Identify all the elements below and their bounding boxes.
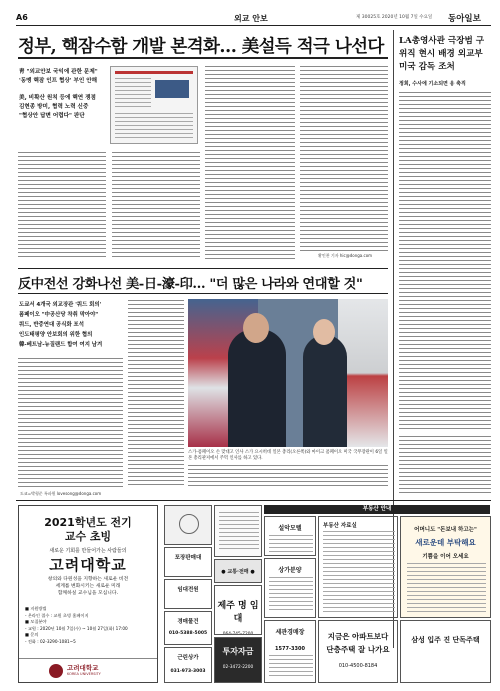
lead-body-col3 bbox=[205, 66, 295, 260]
page-number: A6 bbox=[16, 13, 28, 22]
ad-details bbox=[25, 606, 155, 645]
classified-cell: 제주 명 임대 064-745-7200 bbox=[214, 585, 262, 635]
ad-message-line: 세계를 변화시키는 새로운 미래 bbox=[55, 584, 121, 589]
classified-cell: 포장판매대 bbox=[164, 547, 212, 577]
korea-univ-ad bbox=[18, 505, 158, 683]
photo-caption: 스가-폼페이오 손 맞대고 인사 스가 요시히데 일본 총리(오른쪽)와 마이크 폼페이오 미국 국무장관이 6일 일본 총리관저에서 주먹 인사를 하고 있다. bbox=[188, 450, 388, 461]
main-headline: 反中전선 강화나선 美-日-濠-印… "더 많은 나라와 연대할 것" bbox=[18, 277, 363, 292]
ad-detail: - 온라인 접수 : 교원 초빙 홈페이지 bbox=[25, 612, 89, 618]
ad-school-name: 고려대학교 bbox=[49, 556, 127, 574]
lead-bullets bbox=[19, 68, 109, 121]
sidebar-subhead: 정희, 수사에 기소되면 응 축직 bbox=[399, 81, 466, 87]
classified-cell: 지금은 아파트보다 단층주택 잘 나가요 010-4500-8184 bbox=[318, 620, 398, 683]
page-header bbox=[16, 12, 491, 26]
classified-cell: 임대전원 bbox=[164, 579, 212, 609]
main-body-col2 bbox=[128, 300, 184, 488]
ad-message bbox=[19, 576, 157, 597]
main-byline: 도쿄=박형준 특파원 lovesong@donga.com bbox=[20, 491, 102, 496]
classified-cell: ● 교통·전매 ● bbox=[214, 559, 262, 583]
lead-body-col1 bbox=[18, 152, 106, 260]
lead-rule bbox=[18, 57, 388, 59]
ad-title: 교수 초빙 bbox=[64, 530, 112, 543]
lead-bullet: 김현종 방미, 협력 노력 신중 bbox=[19, 104, 89, 110]
ad-message-line: 창의와 다원성을 지향하는 새로운 비전 bbox=[47, 577, 129, 582]
lead-bullet: '동맹 핵잠 인프 협상' 부인 안해 bbox=[19, 78, 98, 84]
classified-cell bbox=[164, 505, 212, 545]
lead-bullet: 美, 비확산 원칙 등에 핵연 쟁점 bbox=[19, 95, 96, 101]
ad-footer-name: 고려대학교 bbox=[67, 664, 99, 672]
paper-name: 동아일보 bbox=[448, 14, 481, 24]
classified-cell bbox=[214, 505, 262, 557]
main-bullet: 폼페이오 "中공산당 착취 막아야" bbox=[19, 312, 99, 318]
ad-detail: - 전화 : 02-3290-1081~5 bbox=[25, 638, 76, 644]
ad-detail: ■ 지원방법 bbox=[25, 606, 47, 611]
ad-tagline: 새로운 기회를 만들어가는 사람들의 bbox=[49, 548, 127, 554]
section-name: 외교 안보 bbox=[234, 14, 268, 23]
classified-header-label: 부동산 안내 bbox=[362, 506, 392, 512]
main-body-col4 bbox=[188, 465, 388, 488]
main-bullet: 도쿄서 4개국 외교장관 '쿼드 회의' bbox=[19, 302, 102, 308]
infographic-bar bbox=[155, 80, 189, 98]
lead-headline: 정부, 핵잠수함 개발 본격화… 美설득 적극 나선다 bbox=[18, 37, 384, 57]
ad-message-line: 함께하실 교수님을 모십니다. bbox=[57, 591, 119, 596]
classified-cell: 투자자금 02-3472-2200 bbox=[214, 637, 262, 683]
classified-cell: 설악모텔 bbox=[264, 516, 316, 556]
ad-rule bbox=[16, 500, 491, 501]
university-crest-icon bbox=[49, 664, 63, 678]
classified-cell: 근린상가 031-973-3003 bbox=[164, 647, 212, 683]
main-bullets bbox=[19, 300, 119, 350]
classified-cell: 어머니도 "돈보내 하고는" 새로운데 부탁해요 기쁨을 이어 오세요 bbox=[400, 516, 491, 618]
news-photo bbox=[188, 299, 388, 447]
ad-detail: - 교원 : 2020년 10월 7일(수) ~ 10월 27일(화) 17:00 bbox=[25, 625, 128, 631]
sidebar-headline: LA총영사관 극장범 구위직 현시 배경 외교부 미국 감독 조처 bbox=[399, 36, 485, 72]
main-top-rule bbox=[18, 268, 388, 269]
classified-cell: 부동산 자료실 bbox=[318, 516, 398, 618]
classified-header bbox=[264, 505, 490, 514]
lead-body-col4 bbox=[300, 66, 388, 252]
infographic bbox=[110, 66, 198, 144]
ad-detail: ■ 모집분야 bbox=[25, 619, 47, 624]
lead-byline: 황인찬 기자 hic@donga.com bbox=[318, 253, 373, 258]
main-bullet: 韓-베트남-뉴질랜드 합여 여지 남겨 bbox=[19, 342, 103, 348]
main-bullet: 쿼드, 반중연대 공식화 포석 bbox=[19, 322, 84, 328]
lead-bullet: "협상안 답변 어렵다" 판단 bbox=[19, 113, 85, 119]
main-body-col1 bbox=[18, 358, 123, 488]
person-right bbox=[303, 335, 347, 447]
ad-footer-en: KOREA UNIVERSITY bbox=[67, 672, 101, 676]
main-rule bbox=[18, 293, 388, 294]
classified-cell: 경매물건 010-5388-5005 bbox=[164, 611, 212, 645]
classified-ads bbox=[164, 505, 491, 683]
lead-bullet: 靑 "외교안보 국익에 관한 문제" bbox=[19, 69, 98, 75]
ad-detail: ■ 문의 bbox=[25, 632, 39, 637]
sidebar-body bbox=[399, 92, 491, 432]
main-bullet: 인도태평양 안보회의 위한 협의 bbox=[19, 332, 93, 338]
issue-info: 제 30025호 2020년 10월 7일 수요일 bbox=[356, 15, 433, 20]
classified-cell: 세관경매장 1577-3300 bbox=[264, 620, 316, 683]
lead-body-col2 bbox=[112, 152, 200, 260]
ad-footer bbox=[19, 658, 157, 682]
sidebar-body-lower bbox=[399, 436, 491, 496]
classified-cell: 상가분양 bbox=[264, 558, 316, 618]
ad-year-title: 2021학년도 전기 bbox=[44, 516, 132, 529]
person-left bbox=[228, 329, 286, 447]
classified-cell: 삼성 입주 진 단독주택 bbox=[400, 620, 491, 683]
